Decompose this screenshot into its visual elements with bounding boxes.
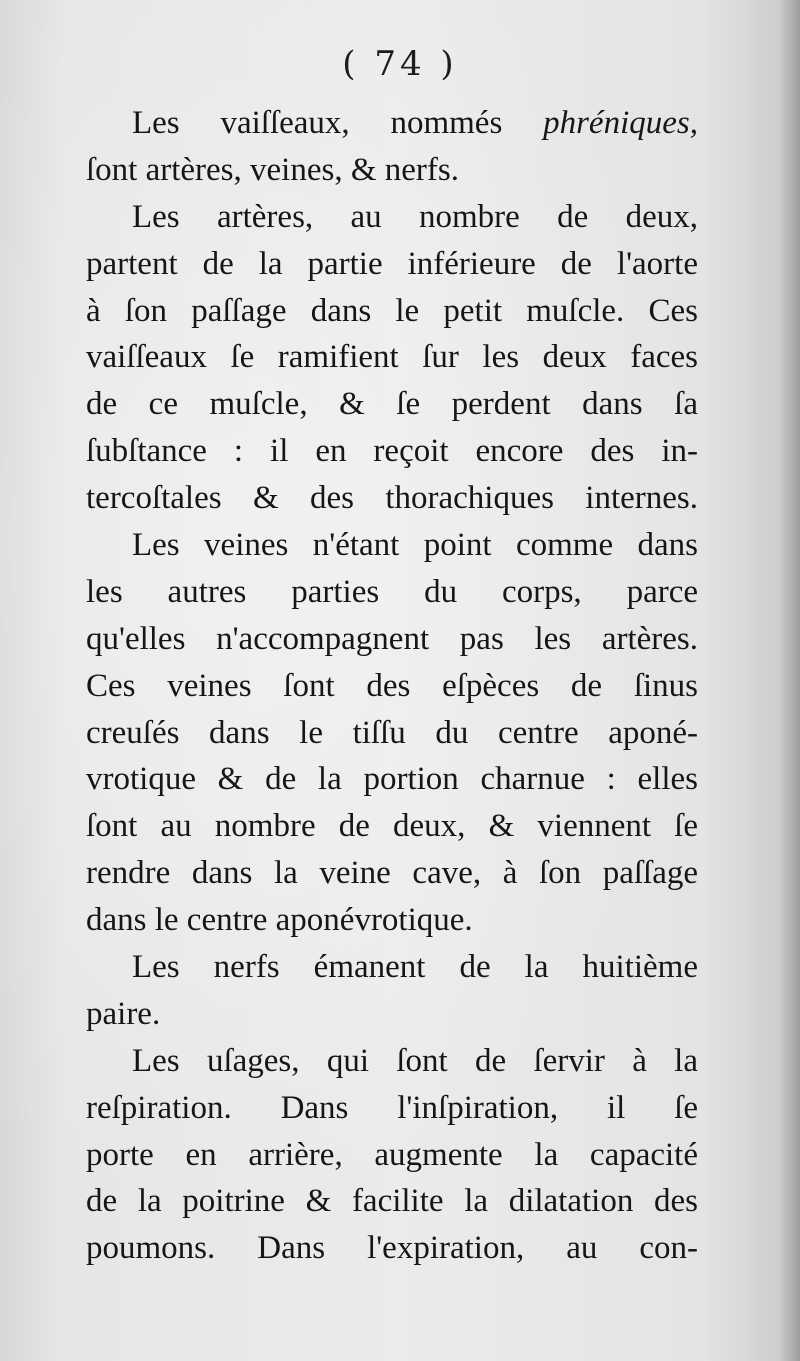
text-line: reſpiration. Dans l'inſpiration, il ſe bbox=[86, 1089, 698, 1126]
page-number: ( 74 ) bbox=[342, 44, 458, 84]
text-line: poumons. Dans l'expiration, au con- bbox=[86, 1230, 698, 1267]
italic-term: phréniques, bbox=[543, 105, 698, 141]
text-line-run: Les vaiſſeaux, nommés bbox=[132, 105, 544, 141]
text-line: porte en arrière, augmente la capacité bbox=[86, 1136, 698, 1173]
text-line: de la poitrine & facilite la dilatation des bbox=[86, 1183, 698, 1220]
text-line: à ſon paſſage dans le petit muſcle. Ces bbox=[86, 292, 698, 329]
body-text bbox=[86, 100, 698, 1272]
text-line: qu'elles n'accompagnent pas les artères. bbox=[86, 620, 698, 657]
text-line: Ces veines ſont des eſpèces de ſinus bbox=[86, 667, 698, 704]
text-line: Les veines n'étant point comme dans bbox=[132, 527, 698, 564]
text-line: de ce muſcle, & ſe perdent dans ſa bbox=[86, 386, 698, 423]
text-line: creuſés dans le tiſſu du centre aponé- bbox=[86, 714, 698, 751]
text-line: vaiſſeaux ſe ramifient ſur les deux faces bbox=[86, 339, 698, 376]
text-line: ſubſtance : il en reçoit encore des in- bbox=[86, 433, 698, 470]
text-line: ſont au nombre de deux, & viennent ſe bbox=[86, 808, 698, 845]
text-line: rendre dans la veine cave, à ſon paſſage bbox=[86, 855, 698, 892]
text-line bbox=[86, 100, 698, 147]
text-line: vrotique & de la portion charnue : elles bbox=[86, 761, 698, 798]
text-line: partent de la partie inférieure de l'aorte bbox=[86, 245, 698, 282]
text-line: dans le centre aponévrotique. bbox=[86, 902, 473, 939]
page-gutter-shadow bbox=[778, 0, 800, 1361]
text-line: Les nerfs émanent de la huitième bbox=[132, 949, 698, 986]
text-line: ſont artères, veines, & nerfs. bbox=[86, 151, 459, 188]
text-line: tercoſtales & des thorachiques internes. bbox=[86, 480, 698, 517]
text-line: Les artères, au nombre de deux, bbox=[132, 198, 698, 235]
text-line: les autres parties du corps, parce bbox=[86, 573, 698, 610]
text-line: paire. bbox=[86, 995, 161, 1032]
text-line: Les uſages, qui ſont de ſervir à la bbox=[132, 1042, 698, 1079]
